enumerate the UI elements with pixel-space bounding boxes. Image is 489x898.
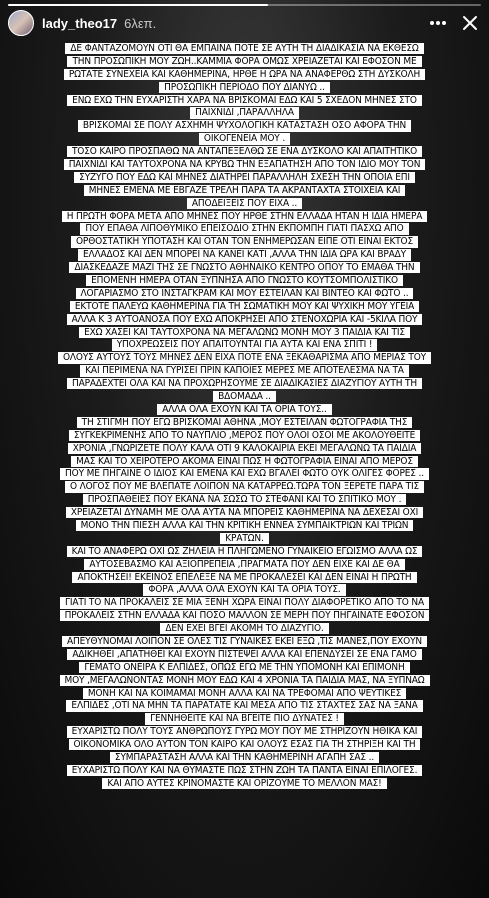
story-text-line: ΑΛΛΑ Κ 3 ΑΥΤΟΑΝΟΣΑ ΠΟΥ ΕΧΩ ΑΠΟΚΡΗΣΕΙ ΑΠΟ ΣΤΕΝΟΧΩΡΙΑ ΚΑΙ -5ΚΙΛΑ ΠΟΥ [67, 314, 423, 325]
story-text-row [14, 449, 475, 467]
story-text-line: ΑΠΟΚΤΗΣΕΙ! ΕΚΕΙΝΟΣ ΕΠΕΛΕΞΕ ΝΑ ΜΕ ΠΡΟΚΑΛΕΣΕΙ ΚΑΙ ΔΕΝ ΕΙΝΑΙ Η ΠΡΩΤΗ [72, 572, 416, 583]
story-text-row [14, 88, 475, 106]
story-text-line: ΕΧΩ ΧΑΣΕΙ ΚΑΙ ΤΑΥΤΟΧΡΟΝΑ ΝΑ ΜΕΓΑΛΩΝΩ ΜΟΝΗ ΜΟΥ 3 ΠΑΙΔΙΑ ΚΑΙ ΤΙΣ [79, 327, 410, 338]
story-text-row [14, 487, 475, 506]
story-text-line: ΕΥΧΑΡΙΣΤΩ ΠΟΛΥ ΤΟΥΣ ΑΝΘΡΩΠΟΥΣ ΓΥΡΩ ΜΟΥ ΠΟΥ ΜΕ ΣΤΗΡΙΖΟΥΝ ΗΘΙΚΑ ΚΑΙ [67, 726, 423, 737]
story-text-row [14, 152, 475, 171]
story-text-line: ΤΗΝ ΠΡΟΣΩΠΙΚΗ ΜΟΥ ΖΩΗ..ΚΑΜΜΙΑ ΦΟΡΑ ΟΜΩΣ ΧΡΕΙΑΖΕΤΑΙ ΚΑΙ ΕΦΟΣΟΝ ΜΕ [67, 56, 421, 67]
story-text-row [14, 539, 475, 557]
story-text-row [14, 294, 475, 312]
story-text-row [14, 113, 475, 132]
story-text-line: ΓΕΜΑΤΟ ΟΝΕΙΡΑ Κ ΕΛΠΙΔΕΣ, ΟΠΩΣ ΕΓΩ ΜΕ ΤΗΝ ΥΠΟΜΟΝΗ ΚΑΙ ΕΠΙΜΟΝΗ [79, 662, 409, 673]
story-text-line: Ο ΛΟΓΟΣ ΠΟΥ ΜΕ ΒΛΕΠΑΤΕ ΛΟΙΠΟΝ ΝΑ ΚΑΤΑΡΡΕΩ.ΤΩΡΑ ΤΟΝ ΞΕΡΕΤΕ ΠΑΡΑ ΤΙΣ [65, 481, 424, 492]
story-text-line: ΤΟΣΟ ΚΑΙΡΟ ΠΡΟΣΠΑΘΩ ΝΑ ΑΝΤΑΠΕΞΕΛΘΩ ΣΕ ΕΝΑ ΔΥΣΚΟΛΟ ΚΑΙ ΑΠΑΙΤΗΤΙΚΟ [67, 146, 422, 157]
story-text-line: ΑΔΙΚΗΘΕΙ ,ΑΠΑΤΗΘΕΙ ΚΑΙ ΕΧΟΥΝ ΠΙΣΤΕΨΕΙ ΑΛΛΑ ΚΑΙ ΕΠΕΝΔΥΣΕΙ ΣΕ ΕΝΑ ΓΑΜΟ [67, 649, 421, 660]
story-text-line: ΟΙΚΟΝΟΜΙΚΑ ΟΛΟ ΑΥΤΟΝ ΤΟΝ ΚΑΙΡΟ ΚΑΙ ΟΛΟΥΣ ΕΣΑΣ ΓΙΑ ΤΗ ΣΤΗΡΙΞΗ ΚΑΙ ΤΗ [69, 739, 421, 750]
story-text-line: ΜΑΣ ΚΑΙ ΤΟ ΧΕΙΡΟΤΕΡΟ ΑΚΟΜΑ ΕΙΝΑΙ ΠΩΣ Η ΦΩΤΟΓΡΑΦΙΑ ΕΙΝΑΙ ΑΠΟ ΜΕΡΟΣ [71, 456, 418, 467]
story-text-row [14, 229, 475, 248]
story-text-line: ΒΡΙΣΚΟΜΑΙ ΣΕ ΠΟΛΥ ΑΣΧΗΜΗ ΨΥΧΟΛΟΓΙΚΗ ΚΑΤΑΣΤΑΣΗ ΟΣΟ ΑΦΟΡΑ ΤΗΝ [78, 120, 411, 131]
story-time: 6λεπ. [124, 15, 157, 31]
story-text-row [14, 345, 475, 364]
story-text-row [14, 320, 475, 338]
story-text-row [14, 590, 475, 609]
story-text-line: ΣΥΜΠΑΡΑΣΤΑΣΗ ΑΛΛΑ ΚΑΙ ΤΗΝ ΚΑΘΗΜΕΡΙΝΗ ΑΓΑΠΗ ΣΑΣ .. [110, 752, 379, 763]
close-button[interactable] [459, 12, 481, 34]
story-text-line: ΚΑΙ ΤΟ ΑΝΑΦΕΡΩ ΟΧΙ ΩΣ ΖΗΛΕΙΑ Η ΠΛΗΓΩΜΕΝΟ ΓΥΝΑΙΚΕΙΟ ΕΓΩΙΣΜΟ ΑΛΛΑ ΩΣ [67, 546, 423, 557]
username[interactable]: lady_theo17 [42, 15, 118, 31]
story-text-line: ΕΛΛΑΔΟΣ ΚΑΙ ΔΕΝ ΜΠΟΡΕΙ ΝΑ ΚΑΝΕΙ ΚΑΤΙ ,ΑΛΛΑ ΤΗΝ ΙΔΙΑ ΩΡΑ ΚΑΙ ΒΡΑΔΥ [78, 249, 411, 260]
story-text-row [14, 62, 475, 80]
story-text-row [14, 216, 475, 235]
story-text-row [14, 693, 475, 712]
story-text-row [14, 242, 475, 261]
story-text-line: ΕΠΟΜΕΝΗ ΗΜΕΡΑ ΟΤΑΝ ΞΥΠΝΗΣΑ ΑΠΟ ΓΝΩΣΤΟ ΚΟΥΤΣΟΜΠΟΛΙΣΤΙΚΟ [86, 275, 403, 286]
story-text-row [14, 603, 475, 622]
story-text-line: ΕΝΩ ΕΧΩ ΤΗΝ ΕΥΧΑΡΙΣΤΗ ΧΑΡΑ ΝΑ ΒΡΙΣΚΟΜΑΙ ΕΔΩ ΚΑΙ 5 ΣΧΕΔΟΝ ΜΗΝΕΣ ΣΤΟ [67, 95, 422, 106]
story-text-line: ΜΟΝΟ ΤΗΝ ΠΙΕΣΗ ΑΛΛΑ ΚΑΙ ΤΗΝ ΚΡΙΤΙΚΗ ΕΝΝΕΑ ΣΥΜΠΑΙΚΤΡΙΩΝ ΚΑΙ ΤΡΙΩΝ [76, 520, 414, 531]
story-text-row [14, 36, 475, 54]
story-text-line: ΠΑΙΧΝΙΔΙ ,ΠΑΡΑΛΛΗΛΑ [190, 107, 299, 118]
story-text-line: ΒΔΟΜΑΔΑ .. [213, 391, 276, 402]
story-text-line: ΜΗΝΕΣ ΕΜΕΝΑ ΜΕ ΕΒΓΑΖΕ ΤΡΕΛΗ ΠΑΡΑ ΤΑ ΑΚΡΑΝΤΑΧΤΑ ΣΤΟΙΧΕΙΑ ΚΑΙ [84, 185, 406, 196]
story-text-row [14, 423, 475, 441]
story-text-row [14, 681, 475, 699]
story-text-line: ΕΥΧΑΡΙΣΤΩ ΠΟΛΥ ΚΑΙ ΝΑ ΘΥΜΑΣΤΕ ΠΩΣ ΣΤΗΝ ΖΩΗ ΤΑ ΠΑΝΤΑ ΕΙΝΑΙ ΕΠΙΛΟΓΕΣ. [67, 765, 423, 776]
story-text-line: ΓΙΑΤΙ ΤΟ ΝΑ ΠΡΟΚΑΛΕΙΣ ΣΕ ΜΙΑ ΞΕΝΗ ΧΩΡΑ ΕΙΝΑΙ ΠΟΛΥ ΔΙΑΦΟΡΕΤΙΚΟ ΑΠΟ ΤΟ ΝΑ [60, 597, 429, 608]
story-text-line: ΠΟΥ ΕΠΑΘΑ ΛΙΠΟΘΥΜΙΚΟ ΕΠΕΙΣΟΔΙΟ ΣΤΗΝ ΕΚΠΟΜΠΗ ΓΙΑΤΙ ΠΑΣΧΩ ΑΠΟ [80, 223, 408, 234]
story-text-row [14, 255, 475, 274]
story-text-line: ΑΠΕΥΘΥΝΟΜΑΙ ΛΟΙΠΟΝ ΣΕ ΟΛΕΣ ΤΙΣ ΓΥΝΑΙΚΕΣ ΕΚΕΙ ΕΞΩ ,ΤΙΣ ΜΑΝΕΣ,ΠΟΥ ΕΧΟΥΝ [62, 636, 427, 647]
story-text-row [14, 307, 475, 325]
story-text-row [14, 474, 475, 493]
story-text-row [14, 358, 475, 377]
story-text-row [14, 500, 475, 519]
story-text-line: ΠΑΡΑΔΕΧΤΕΙ ΟΛΑ ΚΑΙ ΝΑ ΠΡΟΧΩΡΗΣΟΥΜΕ ΣΕ ΔΙΑΔΙΚΑΣΙΕΣ ΔΙΑΖΥΓΙΟΥ ΑΥΤΗ ΤΗ [67, 378, 422, 389]
story-text-line: ΡΩΤΑΤΕ ΣΥΝΕΧΕΙΑ ΚΑΙ ΚΑΘΗΜΕΡΙΝΑ, ΗΡΘΕ Η ΩΡΑ ΝΑ ΑΝΑΦΕΡΘΩ ΣΤΗ ΔΥΣΚΟΛΗ [64, 69, 425, 80]
story-text-line: ΟΙΚΟΓΕΝΕΙΑ ΜΟΥ . [199, 133, 290, 144]
story-progress-fill [8, 4, 268, 6]
story-text-line: ΔΕΝ ΕΧΕΙ ΒΓΕΙ ΑΚΟΜΗ ΤΟ ΔΙΑΖΥΓΙΟ. [160, 623, 328, 634]
story-text-line: ΚΡΑΤΩΝ. [220, 533, 268, 544]
story-text-line: ΟΛΟΥΣ ΑΥΤΟΥΣ ΤΟΥΣ ΜΗΝΕΣ ΔΕΝ ΕΙΧΑ ΠΟΤΕ ΕΝΑ ΞΕΚΑΘΑΡΙΣΜΑ ΑΠΟ ΜΕΡΙΑΣ ΤΟΥ [58, 352, 431, 363]
story-text-row [14, 642, 475, 660]
story-progress-bar [8, 4, 481, 6]
avatar[interactable] [8, 10, 34, 36]
story-text-line: ΜΟΥ ,ΜΕΓΑΛΩΝΟΝΤΑΣ ΜΟΝΗ ΜΟΥ ΕΔΩ ΚΑΙ 4 ΧΡΟΝΙΑ ΤΑ ΠΑΙΔΙΑ ΜΑΣ, ΝΑ ΞΥΠΝΑΩ [60, 675, 430, 686]
story-text-row [14, 204, 475, 222]
story-text-line: ΟΡΘΟΣΤΑΤΙΚΗ ΥΠΟΤΑΣΗ ΚΑΙ ΟΤΑΝ ΤΟΝ ΕΝΗΜΕΡΩΣΑΝ ΕΙΠΕ ΟΤΙ ΕΙΝΑΙ ΕΚΤΟΣ [71, 236, 418, 247]
story-text-line: ΑΠΟΔΕΙΞΕΙΣ ΠΟΥ ΕΙΧΑ .. [187, 198, 302, 209]
story-text-line: ΚΑΙ ΠΕΡΙΜΕΝΑ ΝΑ ΓΥΡΙΣΕΙ ΠΡΙΝ ΚΑΠΟΙΕΣ ΜΕΡΕΣ ΜΕ ΑΠΟΤΕΛΕΣΜΑ ΝΑ ΤΑ [80, 365, 409, 376]
story-text-line: ΓΕΝΝΗΘΕΙΤΕ ΚΑΙ ΝΑ ΒΓΕΙΤΕ ΠΙΟ ΔΥΝΑΤΕΣ ! [145, 713, 344, 724]
story-text-row [14, 397, 475, 415]
story-text-line: ΦΟΡΑ ,ΑΛΛΑ ΟΛΑ ΕΧΟΥΝ ΚΑΙ ΤΑ ΟΡΙΑ ΤΟΥΣ. [143, 584, 345, 595]
story-text-row [14, 668, 475, 686]
story-text-line: ΤΗ ΣΤΙΓΜΗ ΠΟΥ ΕΓΩ ΒΡΙΣΚΟΜΑΙ ΑΘΗΝΑ ,ΜΟΥ ΕΣΤΕΙΛΑΝ ΦΩΤΟΓΡΑΦΙΑ ΤΗΣ [77, 417, 413, 428]
story-text-line: ΑΛΛΑ ΟΛΑ ΕΧΟΥΝ ΚΑΙ ΤΑ ΟΡΙΑ ΤΟΥΣ.. [157, 404, 331, 415]
story-text-line: ΜΟΝΗ ΚΑΙ ΝΑ ΚΟΙΜΑΜΑΙ ΜΟΝΗ ΑΛΛΑ ΚΑΙ ΝΑ ΤΡΕΦΟΜΑΙ ΑΠΟ ΨΕΥΤΙΚΕΣ [83, 688, 406, 699]
story-text-line: ΣΥΓΚΕΚΡΙΜΕΝΗΣ ΑΠΟ ΤΟ ΝΑΥΠΛΙΟ ,ΜΕΡΟΣ ΠΟΥ ΟΛΟΙ ΟΣΟΙ ΜΕ ΑΚΟΛΟΥΘΕΙΤΕ [69, 430, 420, 441]
story-text-row [14, 565, 475, 583]
story-text-line: ΧΡΟΝΙΑ ,ΓΝΩΡΙΖΕΤΕ ΠΟΛΥ ΚΑΛΑ ΟΤΙ 9 ΚΑΛΟΚΑΙΡΙΑ ΕΚΕΙ ΜΕΓΑΛΩΝΩ ΤΑ ΠΑΙΔΙΑ [68, 443, 421, 454]
story-text-row [14, 732, 475, 751]
story-text-line: ΑΥΤΟΣΕΒΑΣΜΟ ΚΑΙ ΑΞΙΟΠΡΕΠΕΙΑ ,ΠΡΑΓΜΑΤΑ ΠΟΥ ΔΕΝ ΕΙΧΕ ΚΑΙ ΔΕ ΘΑ [84, 559, 404, 570]
story-text-line: ΛΟΓΑΡΙΑΣΜΟ ΣΤΟ ΙΝΣΤΑΓΚΡΑΜ ΚΑΙ ΜΟΥ ΕΣΤΕΙΛΑΝ ΚΑΙ ΒΙΝΤΕΟ ΚΑΙ ΦΩΤΟ .. [76, 288, 414, 299]
story-text-line: ΕΛΠΙΔΕΣ ,ΟΤΙ ΝΑ ΜΗΝ ΤΑ ΠΑΡΑΤΑΤΕ ΚΑΙ ΜΕΣΑ ΑΠΟ ΤΙΣ ΣΤΑΧΤΕΣ ΣΑΣ ΝΑ ΞΑΝΑ [66, 700, 422, 711]
story-text-row [14, 410, 475, 428]
story-text-row [14, 49, 475, 67]
story-text-row [14, 436, 475, 454]
story-text-line: ΔΕ ΦΑΝΤΑΖΟΜΟΥΝ ΟΤΙ ΘΑ ΕΜΠΑΙΝΑ ΠΟΤΕ ΣΕ ΑΥΤΗ ΤΗ ΔΙΑΔΙΚΑΣΙΑ ΝΑ ΕΚΘΕΣΩ [65, 43, 423, 54]
close-icon [462, 15, 478, 31]
more-horizontal-icon [429, 20, 447, 26]
story-text-row [14, 139, 475, 158]
story-text-line: ΠΑΙΧΝΙΔΙ ΚΑΙ ΤΑΥΤΟΧΡΟΝΑ ΝΑ ΚΡΥΒΩ ΤΗΝ ΕΞΑΠΑΤΗΣΗ ΑΠΟ ΤΟΝ ΙΔΙΟ ΜΟΥ ΤΟΝ [64, 159, 426, 170]
story-text-line: ΠΟΥ ΜΕ ΠΗΓΑΙΝΕ Ο ΙΔΙΟΣ ΚΑΙ ΕΜΕΝΑ ΚΑΙ ΕΧΩ ΒΓΑΛΕΙ ΦΩΤΟ ΟΥΚ ΟΛΙΓΕΣ ΦΟΡΕΣ .. [60, 468, 429, 479]
story-text-line: ΣΥΖΥΓΟ ΠΟΥ ΕΔΩ ΚΑΙ ΜΗΝΕΣ ΔΙΑΤΗΡΕΙ ΠΑΡΑΛΛΗΛΗ ΣΧΕΣΗ ΤΗΝ ΟΠΟΙΑ ΕΠΙ [74, 172, 415, 183]
story-text-row [14, 281, 475, 299]
story-text-line: ΚΑΙ ΑΠΟ ΑΥΤΕΣ ΚΡΙΝΟΜΑΣΤΕ ΚΑΙ ΟΡΙΖΟΥΜΕ ΤΟ ΜΕΛΛΟΝ ΜΑΣ! [102, 778, 386, 789]
story-text-row [14, 719, 475, 738]
story-text-row [14, 513, 475, 531]
story-header [8, 8, 481, 38]
story-text-line: Η ΠΡΩΤΗ ΦΟΡΑ ΜΕΤΑ ΑΠΟ ΜΗΝΕΣ ΠΟΥ ΗΡΘΕ ΣΤΗΝ ΕΛΛΑΔΑ ΗΤΑΝ Η ΙΔΙΑ ΗΜΕΡΑ [62, 211, 428, 222]
story-text-line: ΕΚΤΟΤΕ ΠΑΛΕΥΩ ΚΑΘΗΜΕΡΙΝΑ ΓΙΑ ΤΗ ΣΩΜΑΤΙΚΗ ΜΟΥ ΚΑΙ ΨΥΧΙΚΗ ΜΟΥ ΥΓΕΙΑ [70, 301, 419, 312]
more-button[interactable] [427, 12, 449, 34]
story-text-row [14, 165, 475, 183]
story-text-line: ΠΡΟΣΠΑΘΕΙΕΣ ΠΟΥ ΕΚΑΝΑ ΝΑ ΣΩΣΩ ΤΟ ΣΤΕΦΑΝΙ ΚΑΙ ΤΟ ΣΠΙΤΙΚΟ ΜΟΥ . [83, 494, 407, 505]
story-text-line: ΧΡΕΙΑΖΕΤΑΙ ΔΥΝΑΜΗ ΜΕ ΟΛΑ ΑΥΤΑ ΝΑ ΜΠΟΡΕΙΣ ΚΑΘΗΜΕΡΙΝΑ ΝΑ ΔΕΧΕΣΑΙ ΟΧΙ [66, 507, 423, 518]
story-text-line: ΠΡΟΚΑΛΕΙΣ ΣΤΗΝ ΕΛΛΑΔΑ ΚΑΙ ΠΟΣΟ ΜΑΛΛΟΝ ΣΕ ΜΕΡΗ ΠΟΥ ΠΗΓΑΙΝΑΤΕ ΕΦΟΣΟΝ [60, 610, 430, 621]
story-text-row [14, 655, 475, 673]
story-text-row [14, 461, 475, 480]
story-text-line: ΥΠΟΧΡΕΩΣΕΙΣ ΠΟΥ ΑΠΑΙΤΟΥΝΤΑΙ ΓΙΑ ΑΥΤΑ ΚΑΙ ΕΝΑ ΣΠΙΤΙ ! [112, 339, 378, 350]
story-text-row [14, 629, 475, 647]
story-text-line: ΠΡΟΣΩΠΙΚΗ ΠΕΡΙΟΔΟ ΠΟΥ ΔΙΑΝΥΩ .. [159, 82, 330, 93]
story-text-line: ΔΙΑΣΚΕΔΑΖΕ ΜΑΖΙ ΤΗΣ ΣΕ ΓΝΩΣΤΟ ΑΘΗΝΑΙΚΟ ΚΕΝΤΡΟ ΟΠΟΥ ΤΟ ΕΜΑΘΑ ΤΗΝ [69, 262, 419, 273]
story-text-row [14, 758, 475, 776]
story-text-row [14, 371, 475, 390]
story-text-block [14, 36, 475, 789]
